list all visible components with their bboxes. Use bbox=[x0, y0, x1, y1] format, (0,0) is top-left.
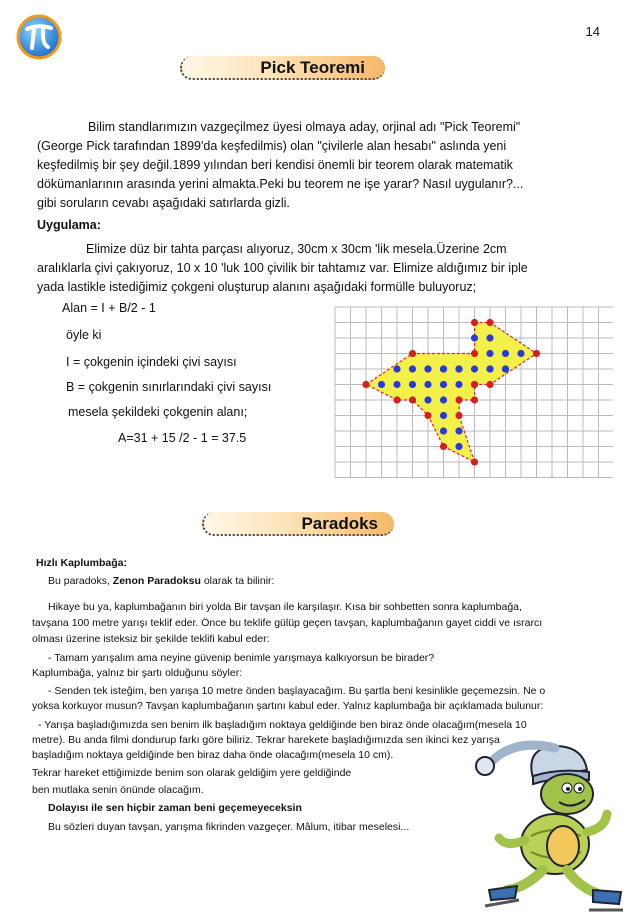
known-as-post: olarak ta bilinir: bbox=[200, 575, 275, 587]
story-line: Kaplumbağa, yalnız bir şartı olduğunu söyler: bbox=[32, 667, 243, 679]
skating-turtle-icon bbox=[455, 740, 625, 915]
section-title: Pick Teoremi bbox=[260, 58, 365, 77]
paradox-subtitle: Hızlı Kaplumbağa: bbox=[36, 557, 128, 569]
intro-line: keşfedilmiş bir şey değil.1899 yılından beri kendisi önemli bir teorem olarak matematik bbox=[37, 158, 513, 172]
section-banner-pick bbox=[180, 56, 385, 80]
boundary-nail bbox=[471, 458, 478, 465]
i-definition: I = çokgenin içindeki çivi sayısı bbox=[66, 355, 237, 369]
boundary-nail bbox=[471, 319, 478, 326]
interior-nail bbox=[471, 365, 478, 372]
interior-nail bbox=[424, 365, 431, 372]
interior-nail bbox=[440, 412, 447, 419]
interior-nail bbox=[424, 396, 431, 403]
boundary-nail bbox=[471, 396, 478, 403]
interior-nail bbox=[502, 365, 509, 372]
interior-nail bbox=[502, 350, 509, 357]
boundary-nail bbox=[455, 396, 462, 403]
intro-line: gibi soruların cevabı aşağıdaki satırlarda gizli. bbox=[37, 196, 290, 210]
interior-nail bbox=[378, 381, 385, 388]
example-intro: mesela şekildeki çokgenin alanı; bbox=[68, 405, 248, 419]
story-line: Hikaye bu ya, kaplumbağanın biri yolda Bir tavşan ile karşılaşır. Kısa bir sohbetten sonra kaplumbağa, bbox=[48, 601, 522, 613]
boundary-nail bbox=[409, 350, 416, 357]
boundary-nail bbox=[486, 381, 493, 388]
interior-nail bbox=[409, 365, 416, 372]
area-result: A=31 + 15 /2 - 1 = 37.5 bbox=[118, 431, 247, 445]
uygulama-line: Elimize düz bir tahta parçası alıyoruz, 30cm x 30cm 'lik mesela.Üzerine 2cm bbox=[86, 242, 507, 256]
pick-grid-figure bbox=[333, 305, 613, 485]
intro-line: dökümanlarının arasında yerini almakta.Peki bu teorem ne işe yarar? Nasıl uygulanır?... bbox=[37, 177, 524, 191]
known-as-bold: Zenon Paradoksu bbox=[112, 575, 201, 587]
page-number: 14 bbox=[585, 24, 600, 39]
boundary-nail bbox=[455, 412, 462, 419]
interior-nail bbox=[455, 443, 462, 450]
known-as-pre: Bu paradoks, bbox=[48, 575, 113, 587]
intro-line: Bilim standlarımızın vazgeçilmez üyesi olmaya aday, orjinal adı "Pick Teoremi" bbox=[88, 120, 521, 134]
interior-nail bbox=[393, 381, 400, 388]
interior-nail bbox=[517, 350, 524, 357]
section-title: Paradoks bbox=[301, 514, 378, 533]
boundary-nail bbox=[409, 396, 416, 403]
interior-nail bbox=[393, 365, 400, 372]
uygulama-line: yada lastikle istediğimiz çokgeni oluşturup alanını aşağıdaki formülle buluyoruz; bbox=[37, 280, 477, 294]
conclusion: Dolayısı ile sen hiçbir zaman beni geçemeyeceksin bbox=[48, 802, 302, 814]
boundary-nail bbox=[424, 412, 431, 419]
story-line: - Senden tek isteğim, ben yarışa 10 metre önden başlayacağım. Bu şartla beni kesinlikle geçemezsin. Ne o bbox=[48, 685, 546, 697]
interior-nail bbox=[455, 427, 462, 434]
intro-line: (George Pick tarafından 1899'da keşfedilmis) olan "çivilerle alan hesabı" aslında yeni bbox=[37, 139, 507, 153]
story-line: tavşana 100 metre yarışı teklif eder. Önce bu teklife gülüp geçen tavşan, kaplumbağanın gayet ciddi ve ısrarcı bbox=[32, 617, 543, 629]
uygulama-line: aralıklarla çivi çakıyoruz, 10 x 10 'luk 100 çivilik bir tahtamız var. Elimize aldığımız bir iple bbox=[37, 261, 528, 275]
boundary-nail bbox=[486, 319, 493, 326]
boundary-nail bbox=[471, 350, 478, 357]
story-line: - Yarışa başladığımızda sen benim ilk başladığım noktaya geldiğinde ben biraz önde olacağım(mesela 10 bbox=[38, 719, 527, 731]
b-definition: B = çokgenin sınırlarındaki çivi sayısı bbox=[66, 380, 272, 394]
interior-nail bbox=[486, 365, 493, 372]
pick-polygon bbox=[366, 323, 537, 463]
boundary-nail bbox=[471, 381, 478, 388]
interior-nail bbox=[455, 381, 462, 388]
pi-logo-icon bbox=[16, 14, 62, 60]
interior-nail bbox=[424, 381, 431, 388]
section-banner-paradoks bbox=[202, 512, 394, 536]
story-line: yoksa korkuyor musun? Tavşan kaplumbağanın şartını kabul eder. Yalnız kaplumbağa bir açıklamada bulunur: bbox=[32, 700, 544, 712]
interior-nail bbox=[486, 334, 493, 341]
boundary-nail bbox=[362, 381, 369, 388]
interior-nail bbox=[471, 334, 478, 341]
story-line: başladığım noktaya geldiğinde ben biraz daha önde olacağım(mesela 10 cm). bbox=[32, 749, 394, 761]
paradox-known-as bbox=[48, 574, 274, 589]
interior-nail bbox=[440, 396, 447, 403]
story-line: olması üzerine isteksiz bir şekilde teklifi kabul eder: bbox=[32, 633, 270, 645]
interior-nail bbox=[409, 381, 416, 388]
story-line: ben mutlaka senin önünde olacağım. bbox=[32, 784, 204, 796]
story-line: - Tamam yarışalım ama neyine güvenip benimle yarışmaya kalkıyorsun be birader? bbox=[48, 652, 435, 664]
interior-nail bbox=[486, 350, 493, 357]
story-line: metre). Bu anda filmi dondurup farkı göre biliriz. Tekrar harekete başladığımızda sen ikinci kez yarışa bbox=[32, 734, 500, 746]
interior-nail bbox=[440, 381, 447, 388]
interior-nail bbox=[440, 427, 447, 434]
oyle-ki: öyle ki bbox=[66, 328, 102, 342]
uygulama-heading: Uygulama: bbox=[37, 218, 101, 232]
boundary-nail bbox=[393, 396, 400, 403]
closing-line: Bu sözleri duyan tavşan, yarışma fikrinden vazgeçer. Mâlum, itibar meselesi... bbox=[48, 821, 410, 833]
boundary-nail bbox=[440, 443, 447, 450]
interior-nail bbox=[440, 365, 447, 372]
boundary-nail bbox=[533, 350, 540, 357]
interior-nail bbox=[455, 365, 462, 372]
formula: Alan = I + B/2 - 1 bbox=[62, 301, 156, 315]
story-line: Tekrar hareket ettiğimizde benim son olarak geldiğim yere geldiğinde bbox=[32, 767, 352, 779]
